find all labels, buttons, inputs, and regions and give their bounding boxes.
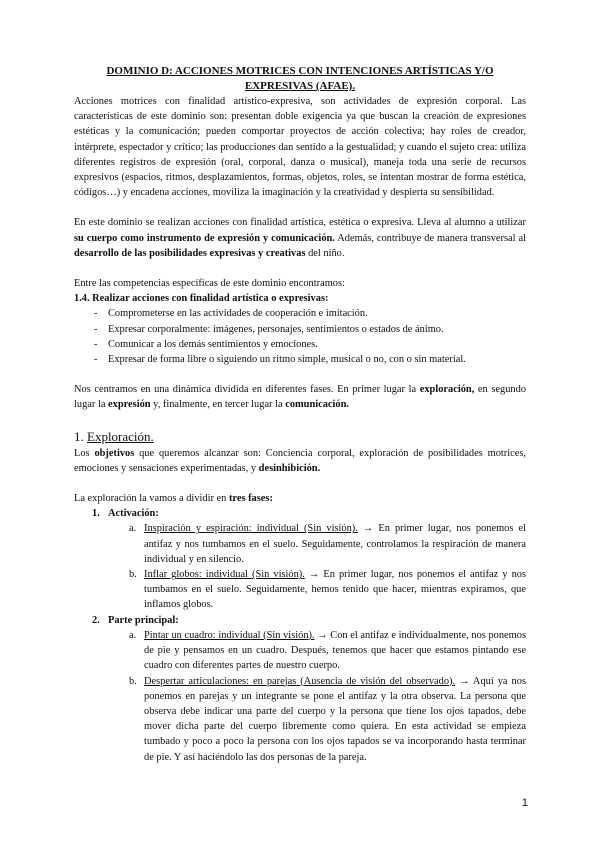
list-item: - Comprometerse en las actividades de cooperación e imitación. [74, 306, 526, 321]
division-paragraph: La exploración la vamos a dividir en tres fases: [74, 493, 273, 505]
list-item: - Expresar corporalmente: imágenes, personajes, sentimientos o estados de ánimo. [74, 322, 526, 337]
objectives-paragraph: Los objetivos que queremos alcanzar son: Conciencia corporal, exploración de posibilidades motrices, emociones y sensaciones experimentadas, y desinhibición. [74, 447, 526, 474]
phases-paragraph: Nos centramos en una dinámica dividida en diferentes fases. En primer lugar la exploración, en segundo lugar la expresión y, finalmente, en tercer lugar la comunicación. [74, 384, 526, 411]
intro-paragraph: Acciones motrices con finalidad artístico-expresiva, son actividades de expresión corporal. Las características de este dominio son: presentan doble exigencia ya que buscan la creación de expresiones estéticas y la comunicación; pueden comportar proyectos de acción colectiva; hay roles de creador, intérprete, espectador y crítico; las producciones dan sentido a la gestualidad; y cuando el sujeto crea: utiliza diferentes registros de expresión (oral, corporal, danza o musical), maneja toda una serie de recursos expresivos (espacios, ritmos, desplazamientos, formas, objetos, roles, se intentan mostrar de forma estética, códigos…) y encadena acciones, moviliza la imaginación y la creatividad y despierta su sensibilidad. [74, 96, 526, 199]
phase-heading-main: 2. Parte principal: [92, 614, 179, 626]
page-number: 1 [521, 797, 528, 809]
section-heading-exploration: 1. Exploración. [74, 428, 154, 444]
list-item: b. Inflar globos: individual (Sin visión). → En primer lugar, nos ponemos el antifaz y nos tumbamos en el suelo. Seguidamente, hemos tenido que hacer, mientras expiramos, que inflamos globos. [129, 569, 527, 611]
list-item: - Expresar de forma libre o siguiendo un ritmo simple, musical o no, con o sin material. [74, 352, 526, 367]
competency-list [74, 306, 526, 367]
emphasis-expressive-development: desarrollo de las posibilidades expresivas y creativas [74, 247, 306, 259]
competency-heading: 1.4. Realizar acciones con finalidad artística o expresivas: [74, 293, 329, 305]
list-item: - Comunicar a los demás sentimientos y emociones. [74, 337, 526, 352]
competencies-intro: Entre las competencias específicas de este dominio encontramos: [74, 278, 345, 290]
list-item: a. Inspiración y espiración: individual (Sin visión). → En primer lugar, nos ponemos el antifaz y nos tumbamos en el suelo. Seguidamente, controlamos la respiración de manera individual y en silencio. [129, 523, 527, 565]
list-item: b. Despertar articulaciones: en parejas (Ausencia de visión del observado). → Aquí ya nos ponemos en parejas y un integrante se pone el antifaz y la otra observa. La persona que observa debe indicar una parte del cuerpo y la persona que tiene los ojos tapados, debe mover dicha parte del cuerpo libremente como quiera. En esta actividad se empieza tumbado y poco a poco la persona con los ojos tapados se va incorporando hasta terminar de pie. Y así haciéndolo las dos personas de la pareja. [129, 675, 526, 763]
emphasis-body-instrument: su cuerpo como instrumento de expresión y comunicación. [74, 232, 335, 244]
list-item: a. Pintar un cuadro: individual (Sin visión). → Con el antifaz e individualmente, nos ponemos de pie y pensamos en un cuadro. Después, tenemos que hacer que estamos pintando ese cuadro con diferentes partes de nuestro cuerpo. [129, 629, 526, 672]
document-body [74, 64, 526, 765]
domain-paragraph: En este dominio se realizan acciones con finalidad artística, estética o expresiva. Lleva al alumno a utilizar su cuerpo como instrumento de expresión y comunicación. Además, contribuye de manera transversal al desarrollo de las posibilidades expresivas y creativas del niño. [74, 217, 526, 259]
phase-heading-activation: 1. Activación: [92, 508, 159, 520]
document-title: DOMINIO D: ACCIONES MOTRICES CON INTENCIONES ARTÍSTICAS Y/O EXPRESIVAS (AFAE). [106, 65, 494, 92]
